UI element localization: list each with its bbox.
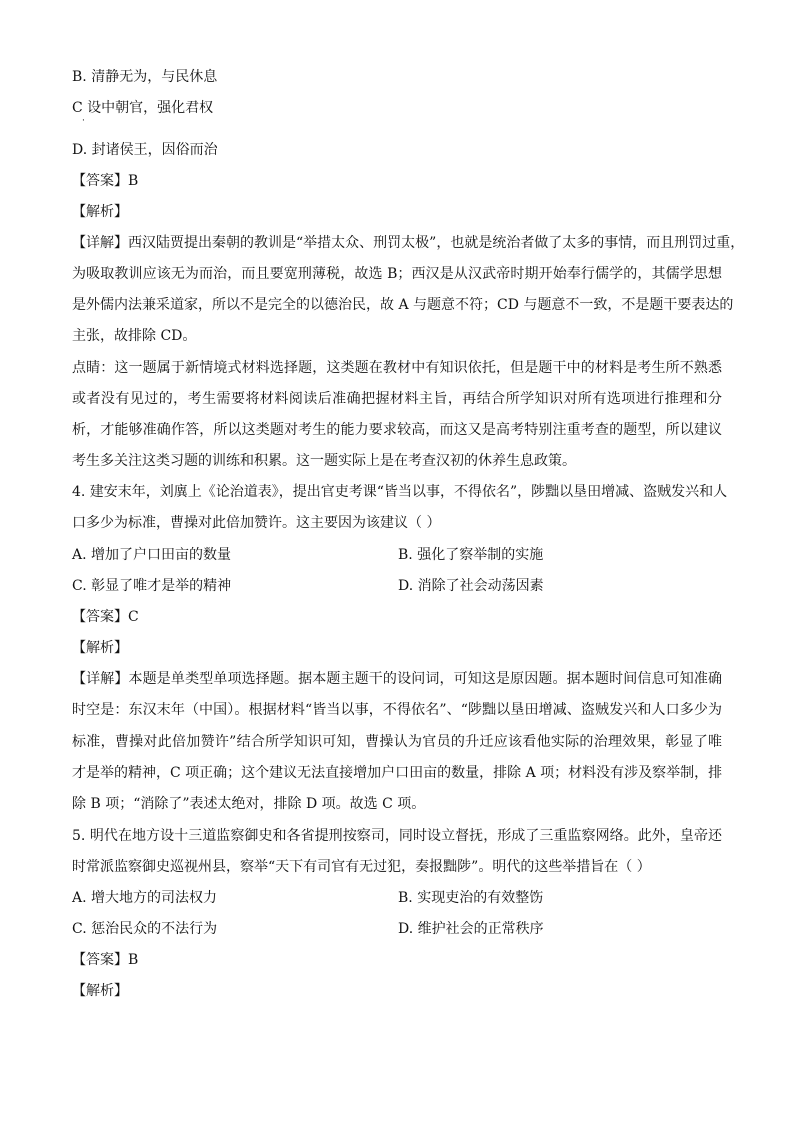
q5-option-b: B. 实现吏治的有效整饬 [398,890,544,906]
q5-option-d: D. 维护社会的正常秩序 [398,921,544,937]
q4-stem-line: 口多少为标准，曹操对此倍加赞许。这主要因为该建议（ ） [72,515,441,531]
q3-comment-line: 点睛：这一题属于新情境式材料选择题，这类题在教材中有知识依托，但是题干中的材料是考生所不熟悉 [72,360,722,376]
stray-mark: · [82,116,85,126]
q3-option-d: D. 封诸侯王，因俗而治 [72,142,218,158]
q4-option-d: D. 消除了社会动荡因素 [398,578,544,594]
q4-option-a: A. 增加了户口田亩的数量 [72,547,232,563]
q3-comment-line: 考生多关注这类习题的训练和积累。这一题实际上是在考查汉初的休养生息政策。 [72,453,576,469]
q4-option-b: B. 强化了察举制的实施 [398,547,544,563]
q4-analysis-label: 【解析】 [72,640,128,656]
q5-analysis-label: 【解析】 [72,983,128,999]
q3-detail-line: 为吸取教训应该无为而治，而且要宽刑薄税，故选 B；西汉是从汉武帝时期开始奉行儒学的，其儒学思想 [72,266,722,282]
q5-answer: 【答案】B [72,952,139,968]
q3-detail-line: 【详解】西汉陆贾提出秦朝的教训是“举措太众、刑罚太极”，也就是统治者做了太多的事情，而且刑罚过重， [72,235,745,251]
q4-option-c: C. 彰显了唯才是举的精神 [72,578,232,594]
q5-stem-line: 时常派监察御史巡视州县，察举“天下有司官有无过犯，奏报黜陟”。明代的这些举措旨在（ ） [72,859,651,875]
q3-detail-line: 是外儒内法兼采道家，所以不是完全的以德治民，故 A 与题意不符；CD 与题意不一致，不是题干要表达的 [72,297,734,313]
q5-option-c: C. 惩治民众的不法行为 [72,921,218,937]
q4-detail-line: 时空是：东汉末年（中国）。根据材料“皆当以事，不得依名”、“陟黜以垦田增减、盗贼发兴和人口多少为 [72,702,722,718]
q4-detail-line: 除 B 项；“消除了”表述太绝对，排除 D 项。故选 C 项。 [72,796,426,812]
q3-analysis-label: 【解析】 [72,204,128,220]
q3-answer: 【答案】B [72,173,139,189]
q4-answer: 【答案】C [72,609,139,625]
q4-detail-line: 才是举的精神，C 项正确；这个建议无法直接增加户口田亩的数量，排除 A 项；材料没有涉及察举制，排 [72,765,723,781]
q3-comment-line: 析，才能够准确作答，所以这类题对考生的能力要求较高，而这又是高考特别注重考查的题型，所以建议 [72,422,722,438]
q4-detail-line: 【详解】本题是单类型单项选择题。据本题主题干的设问词，可知这是原因题。据本题时间信息可知准确 [72,671,722,687]
q5-option-a: A. 增大地方的司法权力 [72,890,218,906]
q3-option-b: B. 清静无为，与民休息 [72,69,218,85]
q3-detail-line: 主张，故排除 CD。 [72,328,197,344]
q4-detail-line: 标准，曹操对此倍加赞许”结合所学知识可知，曹操认为官员的升迁应该看他实际的治理效果，彰显了唯 [72,734,722,750]
q3-comment-line: 或者没有见过的，考生需要将材料阅读后准确把握材料主旨，再结合所学知识对所有选项进行推理和分 [72,391,722,407]
q3-option-c: C 设中朝官，强化君权 [72,100,214,116]
q4-stem-line: 4. 建安末年，刘廙上《论治道表》，提出官吏考课“皆当以事，不得依名”，陟黜以垦田增减、盗贼发兴和人 [72,484,728,500]
q5-stem-line: 5. 明代在地方设十三道监察御史和各省提刑按察司，同时设立督抚，形成了三重监察网络。此外，皇帝还 [72,828,722,844]
